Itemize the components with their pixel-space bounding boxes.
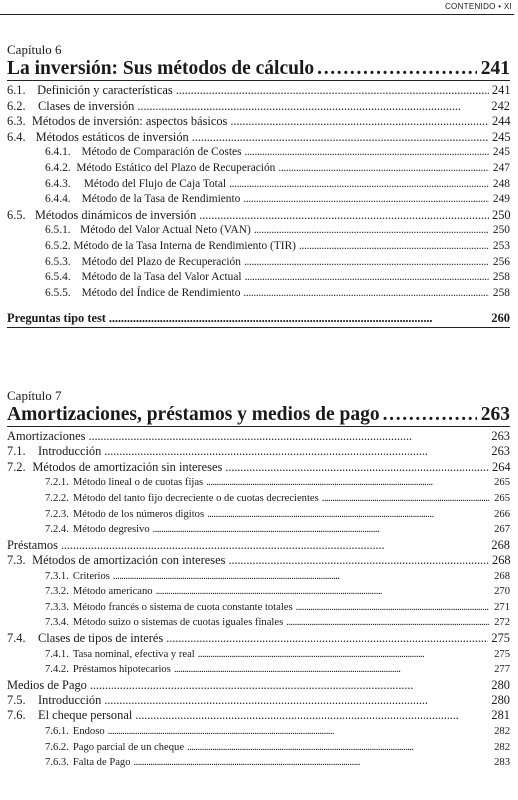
- entry-title: Clases de tipos de interés: [38, 630, 164, 645]
- entry-number: 6.4.2.: [45, 161, 71, 174]
- toc-entries: [7, 429, 510, 771]
- toc-entry: [7, 647, 510, 663]
- dot-leader: [108, 724, 489, 740]
- entry-page: 258: [492, 271, 510, 284]
- entry-title: Método de Comparación de Costes: [81, 146, 242, 159]
- entry-number: 7.6.: [7, 708, 26, 723]
- entry-number: 6.4.3.: [45, 177, 71, 190]
- entry-number: 7.3.3.: [45, 601, 69, 613]
- dot-leader: [299, 239, 489, 255]
- entry-number: 6.4.1.: [45, 146, 71, 159]
- entry-page: 250: [492, 224, 510, 237]
- entry-page: 272: [494, 617, 510, 629]
- dot-leader: [243, 286, 489, 302]
- entry-title: Método degresivo: [72, 524, 150, 536]
- dot-leader: [134, 755, 489, 771]
- toc-entry: [7, 429, 510, 444]
- dot-leader: [199, 208, 489, 224]
- entry-number: 6.5.2.: [45, 239, 71, 252]
- toc-entry: [7, 114, 510, 130]
- running-header: [0, 2, 514, 15]
- dot-leader: [230, 114, 489, 130]
- entry-title: Método lineal o de cuotas fijas: [72, 477, 204, 489]
- entry-number: 7.6.2.: [45, 741, 69, 753]
- entry-number: 7.5.: [7, 692, 26, 707]
- toc-entry: [7, 631, 510, 647]
- entry-title: Métodos de amortización sin intereses: [32, 459, 223, 474]
- toc-entry: [7, 553, 510, 569]
- entry-number: 6.5.3.: [45, 255, 71, 268]
- entry-page: 245: [492, 146, 510, 159]
- toc-entry: [7, 83, 510, 99]
- entry-title: Pago parcial de un cheque: [72, 741, 185, 753]
- toc-entry: [7, 444, 510, 460]
- dot-leader: [322, 491, 489, 507]
- entry-page: 263: [491, 444, 510, 459]
- entry-title: Método del Flujo de Caja Total: [83, 177, 227, 190]
- entry-number: 7.2.2.: [45, 492, 69, 504]
- dot-leader: [286, 615, 489, 631]
- toc-entry: [7, 507, 510, 523]
- toc-entry: [7, 239, 510, 255]
- entry-number: 7.2.: [7, 459, 26, 474]
- entry-page: 264: [492, 459, 511, 474]
- entry-page: 270: [494, 586, 510, 598]
- entry-number: 6.5.5.: [45, 286, 71, 299]
- dot-leader: [176, 83, 489, 99]
- entry-page: 282: [494, 741, 510, 753]
- dot-leader: [61, 538, 488, 554]
- entry-page: 248: [492, 177, 510, 190]
- toc-entry: [7, 491, 510, 507]
- entry-title: Métodos de amortización con intereses: [32, 552, 226, 567]
- entry-title: Método de la Tasa de Rendimiento: [81, 193, 241, 206]
- entry-page: 242: [491, 98, 510, 113]
- entry-title: El cheque personal: [38, 708, 133, 723]
- entry-title: Métodos estáticos de inversión: [35, 129, 189, 144]
- entry-page: 265: [494, 477, 510, 489]
- entry-number: 7.2.1.: [45, 477, 69, 489]
- entry-number: 7.1.: [7, 444, 26, 459]
- entry-page: 277: [494, 664, 510, 676]
- entry-number: 6.1.: [7, 83, 26, 97]
- test-label: Preguntas tipo test: [7, 311, 106, 326]
- chapter-title: La inversión: Sus métodos de cálculo: [7, 58, 315, 79]
- entry-number: 7.3.4.: [45, 617, 69, 629]
- toc-entry: [7, 208, 510, 224]
- entry-title: Introducción: [38, 692, 102, 707]
- entry-title: Falta de Pago: [72, 757, 131, 769]
- entry-title: Endoso: [72, 726, 105, 738]
- chapter-label: Capítulo 6: [7, 42, 62, 57]
- entry-title: Criterios: [72, 570, 110, 582]
- dot-leader: [296, 600, 489, 616]
- entry-page: 281: [491, 708, 510, 723]
- entry-page: 265: [494, 492, 510, 504]
- toc-entry: [7, 662, 510, 678]
- header-text: CONTENIDO • XI: [444, 2, 512, 11]
- dot-leader: [192, 130, 489, 146]
- toc-entry: [7, 538, 510, 553]
- entry-page: 266: [494, 508, 510, 520]
- entry-page: 275: [494, 648, 510, 660]
- toc-entry: [7, 569, 510, 585]
- dot-leader: [153, 522, 489, 538]
- dot-leader: [278, 161, 489, 177]
- toc-entry: [7, 99, 510, 115]
- dot-leader: [225, 460, 489, 476]
- entry-number: 7.3.2.: [45, 586, 69, 598]
- toc-entry: [7, 192, 510, 208]
- dot-leader: [244, 255, 489, 271]
- dot-leader: [174, 662, 489, 678]
- entry-page: 245: [492, 129, 511, 144]
- dot-leader: [104, 693, 488, 709]
- toc-entry: [7, 708, 510, 724]
- entry-page: 250: [492, 207, 511, 222]
- entry-page: 268: [491, 537, 510, 552]
- test-page: 260: [491, 311, 510, 326]
- dot-leader: [207, 507, 489, 523]
- entry-title: Métodos de inversión: aspectos básicos: [31, 114, 228, 129]
- entry-number: 7.4.: [7, 630, 26, 645]
- entry-page: 282: [494, 726, 510, 738]
- entry-title: Método de los números digitos: [72, 508, 205, 520]
- toc-entries: [7, 83, 510, 301]
- entry-title: Tasa nominal, efectiva y real: [72, 648, 195, 660]
- entry-page: 283: [494, 757, 510, 769]
- dot-leader: [109, 311, 489, 327]
- dot-leader: [90, 678, 489, 694]
- dot-leader: [113, 569, 489, 585]
- entry-title: Definición y características: [37, 83, 173, 97]
- entry-number: 7.3.: [7, 552, 26, 567]
- entry-title: Método francés o sistema de cuota constante totales: [72, 601, 293, 613]
- entry-page: 271: [494, 601, 510, 613]
- toc-entry: [7, 755, 510, 771]
- toc-entry: [7, 177, 510, 193]
- entry-number: 6.4.: [7, 129, 26, 144]
- entry-page: 258: [492, 286, 510, 299]
- toc-entry: [7, 161, 510, 177]
- entry-title: Método Estático del Plazo de Recuperación: [76, 161, 276, 174]
- chapter-6-section: [7, 42, 510, 328]
- toc-entry: [7, 130, 510, 146]
- dot-leader: [166, 631, 488, 647]
- entry-number: 6.5.1.: [45, 224, 71, 237]
- entry-page: 249: [492, 193, 510, 206]
- entry-page: 275: [491, 630, 510, 645]
- entry-title: Método del tanto fijo decreciente o de cuotas decrecientes: [72, 492, 319, 504]
- entry-title: Método del Índice de Rendimiento: [81, 286, 241, 299]
- dot-leader: [245, 145, 489, 161]
- dot-leader: [245, 270, 489, 286]
- entry-page: 267: [494, 524, 510, 536]
- entry-number: 7.2.4.: [45, 524, 69, 536]
- dot-leader: [135, 708, 488, 724]
- entry-page: 253: [492, 239, 510, 252]
- toc-entry: [7, 460, 510, 476]
- dot-leader: [187, 740, 489, 756]
- entry-title: Amortizaciones: [7, 429, 86, 443]
- entry-title: Método de la Tasa Interna de Rendimiento (TIR): [73, 239, 296, 252]
- entry-page: 268: [492, 552, 511, 567]
- entry-title: Método de la Tasa del Valor Actual: [81, 271, 242, 284]
- dot-leader: [137, 99, 488, 115]
- entry-page: 256: [492, 255, 510, 268]
- entry-number: 7.4.2.: [45, 664, 69, 676]
- dot-leader: [88, 429, 488, 445]
- toc-entry: [7, 584, 510, 600]
- dot-leader: [156, 584, 489, 600]
- dot-leader: [243, 192, 489, 208]
- dot-leader: [206, 475, 489, 491]
- entry-page: 280: [491, 692, 510, 707]
- dot-leader: [229, 177, 489, 193]
- dot-leader: [198, 647, 489, 663]
- entry-page: 263: [491, 429, 510, 443]
- chapter-title: Amortizaciones, préstamos y medios de pago: [7, 404, 380, 425]
- toc-entry: [7, 693, 510, 709]
- chapter-page: 241: [480, 58, 510, 79]
- entry-title: Medios de Pago: [7, 677, 87, 692]
- test-row: [7, 311, 510, 328]
- entry-title: Método del Plazo de Recuperación: [81, 255, 241, 268]
- chapter-7-section: [7, 388, 510, 771]
- dot-leader: [228, 553, 489, 569]
- chapter-title-row: [7, 404, 510, 427]
- entry-title: Métodos dinámicos de inversión: [34, 207, 197, 222]
- entry-title: Préstamos hipotecarios: [72, 664, 171, 676]
- entry-number: 7.2.3.: [45, 508, 69, 520]
- toc-entry: [7, 740, 510, 756]
- entry-page: 280: [491, 677, 510, 692]
- entry-page: 244: [492, 114, 511, 129]
- entry-number: 7.4.1.: [45, 648, 69, 660]
- entry-number: 6.5.: [7, 207, 26, 222]
- toc-entry: [7, 678, 510, 693]
- entry-page: 268: [494, 570, 510, 582]
- toc-entry: [7, 255, 510, 271]
- dot-leader: [383, 404, 477, 426]
- chapter-title-row: [7, 58, 510, 81]
- entry-number: 7.3.1.: [45, 570, 69, 582]
- entry-title: Método americano: [72, 586, 153, 598]
- toc-entry: [7, 286, 510, 302]
- chapter-label: Capítulo 7: [7, 388, 62, 403]
- toc-entry: [7, 600, 510, 616]
- entry-number: 7.6.1.: [45, 726, 69, 738]
- toc-entry: [7, 615, 510, 631]
- toc-entry: [7, 270, 510, 286]
- entry-number: 6.4.4.: [45, 193, 71, 206]
- dot-leader: [254, 223, 489, 239]
- entry-number: 6.3.: [7, 114, 26, 129]
- toc-entry: [7, 724, 510, 740]
- entry-number: 7.6.3.: [45, 757, 69, 769]
- toc-entry: [7, 475, 510, 491]
- toc-entry: [7, 145, 510, 161]
- entry-title: Introducción: [38, 444, 102, 459]
- entry-page: 247: [492, 161, 510, 174]
- chapter-page: 263: [480, 404, 510, 425]
- entry-page: 241: [491, 83, 511, 97]
- entry-number: 6.5.4.: [45, 271, 71, 284]
- toc-entry: [7, 522, 510, 538]
- entry-title: Método suizo o sistemas de cuotas iguales finales: [72, 617, 284, 629]
- entry-number: 6.2.: [7, 98, 26, 113]
- entry-title: Clases de inversión: [38, 98, 135, 113]
- dot-leader: [104, 444, 488, 460]
- entry-title: Método del Valor Actual Neto (VAN): [80, 224, 251, 237]
- entry-title: Préstamos: [7, 537, 58, 552]
- dot-leader: [317, 58, 477, 80]
- toc-entry: [7, 223, 510, 239]
